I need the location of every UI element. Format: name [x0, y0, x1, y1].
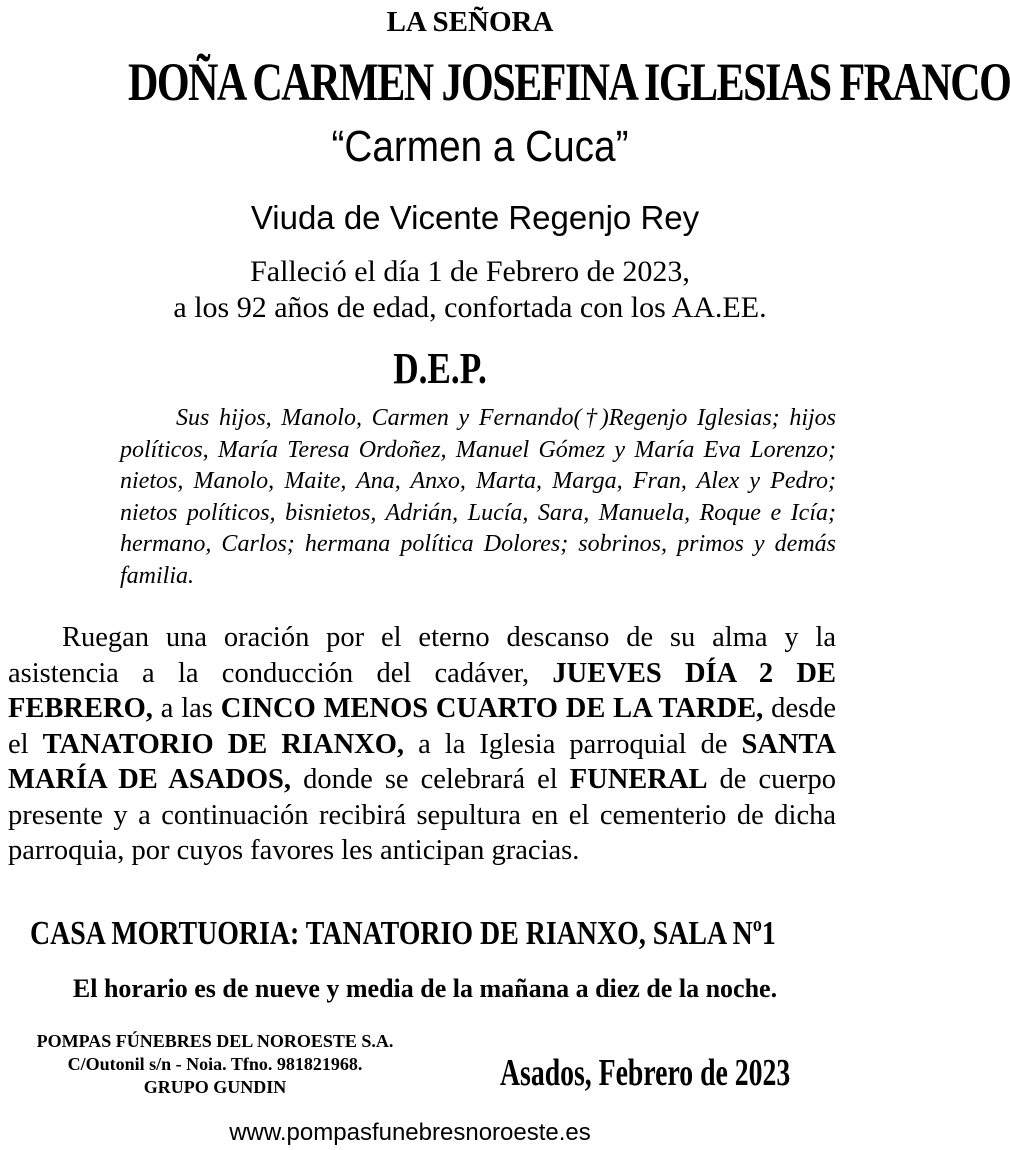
family-list: Sus hijos, Manolo, Carmen y Fernando(†)Regenjo Iglesias; hijos políticos, María Teresa Ordoñez, Manuel Gómez y María Eva Lorenzo; nietos, Manolo, Maite, Ana, Anxo, Marta, Marga, Fran, Alex y Pedro; nietos políticos, bisnietos, Adrián, Lucía, Sara, Manuela, Roque e Icía; hermano, Carlos; hermana política Dolores; sobrinos, primos y demás familia.: [120, 405, 836, 589]
mortuary-info: CASA MORTUORIA: TANATORIO DE RIANXO, SALA Nº1: [30, 915, 776, 952]
deceased-name: DOÑA CARMEN JOSEFINA IGLESIAS FRANCO: [128, 52, 1010, 112]
church-name: SANTA MARÍA DE ASADOS,: [8, 728, 837, 795]
nickname: “Carmen a Cuca”: [331, 122, 629, 171]
funeral-day: JUEVES DÍA 2 DE FEBRERO,: [8, 657, 837, 724]
prayer-text-4: a la Iglesia parroquial de: [418, 728, 728, 760]
funeral-time: CINCO MENOS CUARTO DE LA TARDE,: [220, 693, 764, 724]
funeral-origin: TANATORIO DE RIANXO,: [42, 728, 405, 760]
prayer-text-2: a las: [160, 693, 213, 724]
company-address: C/Outonil s/n - Noia. Tfno. 981821968.: [67, 1054, 363, 1074]
website-link[interactable]: www.pompasfunebresnoroeste.es: [229, 1119, 591, 1146]
prayer-text-1: Ruegan una oración por el eterno descanso de su alma y la asistencia a la conducción del cadáver,: [8, 622, 836, 689]
company-group: GRUPO GUNDIN: [143, 1077, 287, 1097]
rip-abbreviation: D.E.P.: [393, 344, 487, 393]
prayer-paragraph: [8, 620, 836, 869]
funeral-word: FUNERAL: [569, 764, 708, 795]
place-date: Asados, Febrero de 2023: [500, 1052, 791, 1094]
visiting-hours: El horario es de nueve y media de la mañana a diez de la noche.: [72, 974, 778, 1003]
company-name: POMPAS FÚNEBRES DEL NOROESTE S.A.: [36, 1031, 394, 1051]
death-age-line: a los 92 años de edad, confortada con los AA.EE.: [173, 291, 767, 324]
funeral-company-block: [0, 1030, 430, 1099]
death-date-line: Falleció el día 1 de Febrero de 2023,: [250, 255, 690, 288]
prayer-text-5: donde se celebrará el: [303, 764, 558, 795]
heading-lady: LA SEÑORA: [386, 6, 554, 38]
prayer-text-6: de cuerpo presente y a continuación recibirá sepultura en el cementerio de dicha parroquia, por cuyos favores les anticipan gracias.: [8, 764, 837, 866]
prayer-text-3: desde el: [8, 693, 837, 760]
widow-of: Viuda de Vicente Regenjo Rey: [250, 199, 700, 236]
